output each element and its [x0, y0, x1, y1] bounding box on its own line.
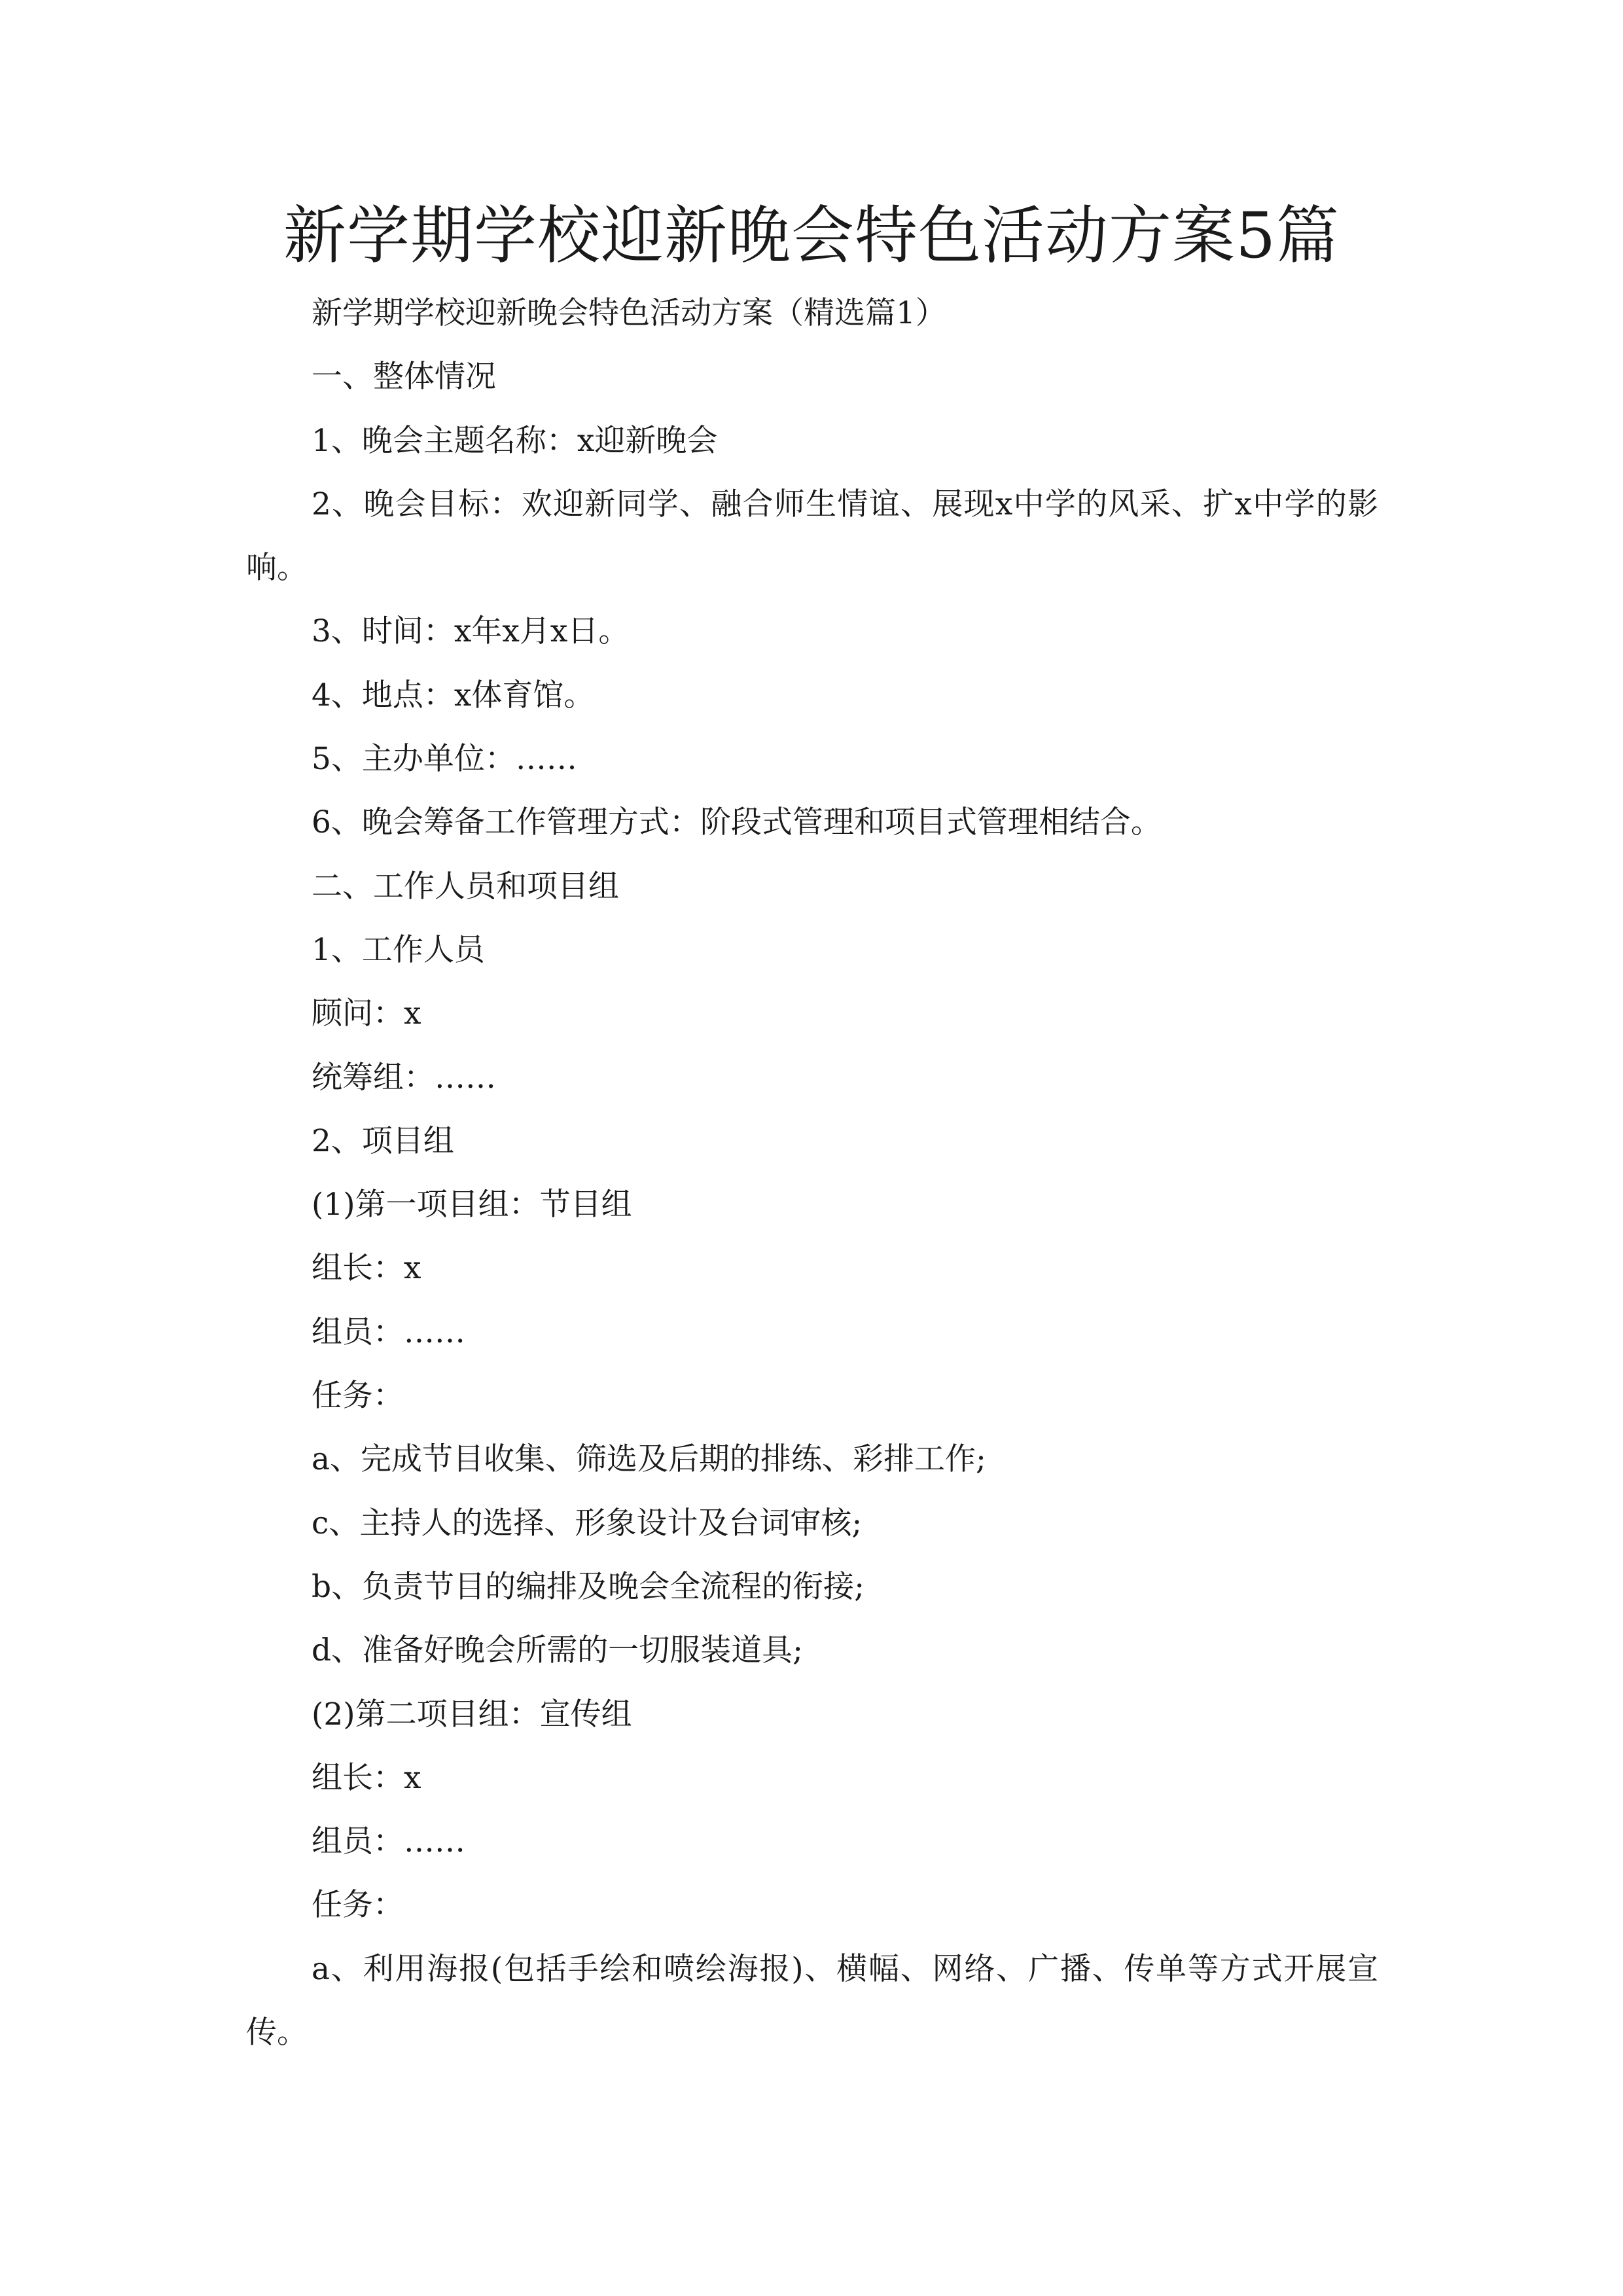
- list-item: b、负责节目的编排及晚会全流程的衔接;: [312, 1568, 865, 1605]
- paragraph: 2、晚会目标：欢迎新同学、融合师生情谊、展现x中学的风采、扩x中学的影响。: [246, 486, 1378, 586]
- paragraph: 组长：x: [312, 1759, 421, 1796]
- paragraph: 3、时间：x年x月x日。: [312, 613, 630, 650]
- paragraph: 组员：……: [312, 1314, 465, 1350]
- paragraph: 1、晚会主题名称：x迎新晚会: [312, 422, 718, 459]
- paragraph: 5、主办单位：……: [312, 741, 577, 778]
- document-body: [246, 281, 1378, 2064]
- paragraph: 6、晚会筹备工作管理方式：阶段式管理和项目式管理相结合。: [312, 804, 1162, 841]
- paragraph: 组长：x: [312, 1250, 421, 1287]
- list-item: c、主持人的选择、形象设计及台词审核;: [312, 1505, 863, 1541]
- section-heading: 新学期学校迎新晚会特色活动方案（精选篇1）: [312, 295, 946, 331]
- paragraph: 任务：: [312, 1378, 404, 1414]
- paragraph: 2、项目组: [312, 1122, 454, 1159]
- paragraph: 任务：: [312, 1887, 404, 1924]
- list-item: a、利用海报(包括手绘和喷绘海报)、横幅、网络、广播、传单等方式开展宣传。: [246, 1950, 1378, 2051]
- paragraph: 顾问：x: [312, 996, 421, 1032]
- paragraph: (1)第一项目组：节目组: [312, 1187, 632, 1223]
- list-item: d、准备好晚会所需的一切服装道具;: [312, 1632, 803, 1669]
- section-heading: 一、整体情况: [312, 359, 496, 395]
- list-item: a、完成节目收集、筛选及后期的排练、彩排工作;: [312, 1441, 986, 1478]
- paragraph: 1、工作人员: [312, 931, 485, 968]
- paragraph: 4、地点：x体育馆。: [312, 677, 595, 713]
- paragraph: 组员：……: [312, 1823, 465, 1860]
- paragraph: 统筹组：……: [312, 1059, 496, 1096]
- section-heading: 二、工作人员和项目组: [312, 868, 619, 905]
- document-title: 新学期学校迎新晚会特色活动方案5篇: [283, 199, 1340, 272]
- paragraph: (2)第二项目组：宣传组: [312, 1696, 632, 1732]
